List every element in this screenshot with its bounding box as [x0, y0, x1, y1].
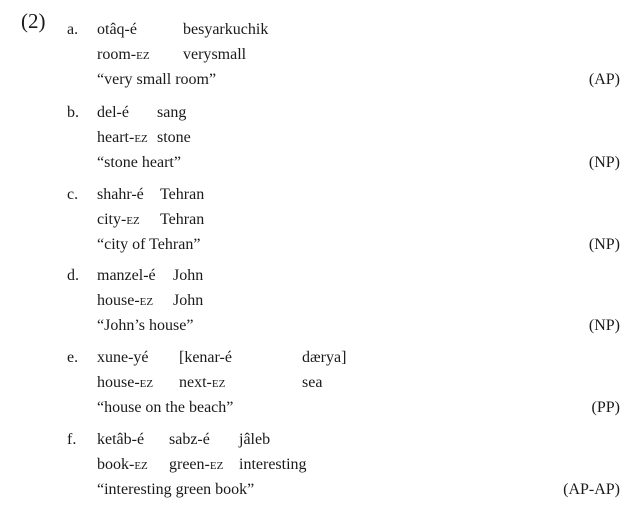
- gloss-line: [97, 126, 191, 150]
- gloss-item: [67, 428, 627, 502]
- translation: “house on the beach”: [97, 399, 234, 416]
- source-word: del-é: [97, 104, 129, 121]
- gloss-text: small: [211, 46, 247, 63]
- phrase-category: (NP): [588, 317, 620, 334]
- phrase-category: (AP-AP): [563, 481, 620, 498]
- source-line: [97, 183, 204, 207]
- translation: “John’s house”: [97, 317, 194, 334]
- gloss-word: [169, 453, 239, 477]
- source-word: otâq-é: [97, 21, 137, 38]
- item-letter: d.: [67, 267, 79, 284]
- gloss-word: [179, 371, 302, 395]
- source-word: John: [173, 267, 204, 284]
- gloss-text: heart-: [97, 129, 135, 146]
- ezafe-marker: ez: [209, 456, 224, 473]
- gloss-word: [160, 208, 204, 232]
- gloss-item: [67, 264, 627, 338]
- source-word: ketâb-é: [97, 431, 145, 448]
- source-line: [97, 18, 268, 42]
- gloss-word: [239, 453, 307, 477]
- source-line: [97, 101, 186, 125]
- gloss-word: [97, 453, 169, 477]
- item-letter: c.: [67, 186, 79, 203]
- ezafe-marker: ez: [136, 46, 150, 63]
- ezafe-marker: ez: [139, 292, 154, 309]
- gloss-text: house-: [97, 374, 140, 391]
- gloss-line: [97, 371, 322, 395]
- gloss-text: green-: [169, 456, 210, 473]
- item-letter: a.: [67, 21, 79, 38]
- ezafe-marker: ez: [139, 374, 154, 391]
- gloss-word: [97, 289, 173, 313]
- phrase-category: (AP): [588, 71, 620, 88]
- source-line: [97, 346, 346, 370]
- phrase-category: (NP): [588, 154, 620, 171]
- source-line: [97, 264, 203, 288]
- gloss-item: [67, 183, 627, 257]
- source-word: jâleb: [239, 431, 271, 448]
- example-number: (2): [21, 9, 46, 33]
- item-letter: b.: [67, 104, 79, 121]
- gloss-text: room-: [97, 46, 137, 63]
- translation: “interesting green book”: [97, 481, 255, 498]
- translation: “very small room”: [97, 71, 217, 88]
- gloss-text: city-: [97, 211, 127, 228]
- ezafe-marker: ez: [126, 211, 140, 228]
- translation: “city of Tehran”: [97, 236, 201, 253]
- gloss-item: [67, 101, 627, 175]
- gloss-text: house-: [97, 292, 140, 309]
- gloss-word: [211, 43, 246, 67]
- gloss-text: book-: [97, 456, 135, 473]
- source-word: sabz-é: [169, 431, 210, 448]
- ezafe-marker: ez: [134, 456, 148, 473]
- gloss-text: John: [173, 292, 204, 309]
- gloss-word: [183, 43, 211, 67]
- source-line: [97, 428, 270, 452]
- gloss-item: [67, 346, 627, 420]
- gloss-line: [97, 208, 204, 232]
- gloss-line: [97, 453, 307, 477]
- gloss-text: next-: [179, 374, 212, 391]
- source-word: dærya]: [302, 349, 347, 366]
- source-word: sang: [157, 104, 187, 121]
- source-word: shahr-é: [97, 186, 144, 203]
- gloss-text: interesting: [239, 456, 307, 473]
- gloss-word: [173, 289, 203, 313]
- gloss-word: [97, 371, 179, 395]
- translation: “stone heart”: [97, 154, 181, 171]
- ezafe-marker: ez: [211, 374, 226, 391]
- source-word: besyar: [183, 21, 225, 38]
- gloss-word: [97, 208, 160, 232]
- gloss-item: [67, 18, 627, 92]
- source-word: [kenar-é: [179, 349, 232, 366]
- source-word: xune-yé: [97, 349, 149, 366]
- gloss-word: [157, 126, 191, 150]
- gloss-word: [302, 371, 322, 395]
- phrase-category: (PP): [591, 399, 620, 416]
- item-letter: e.: [67, 349, 79, 366]
- gloss-text: Tehran: [160, 211, 205, 228]
- gloss-line: [97, 289, 203, 313]
- gloss-text: sea: [302, 374, 323, 391]
- source-word: manzel-é: [97, 267, 156, 284]
- ezafe-marker: ez: [134, 129, 148, 146]
- phrase-category: (NP): [588, 236, 620, 253]
- gloss-word: [97, 43, 183, 67]
- item-letter: f.: [67, 431, 77, 448]
- source-word: Tehran: [160, 186, 205, 203]
- gloss-word: [97, 126, 157, 150]
- gloss-text: very: [183, 46, 212, 63]
- source-word: kuchik: [224, 21, 269, 38]
- gloss-text: stone: [157, 129, 191, 146]
- gloss-line: [97, 43, 246, 67]
